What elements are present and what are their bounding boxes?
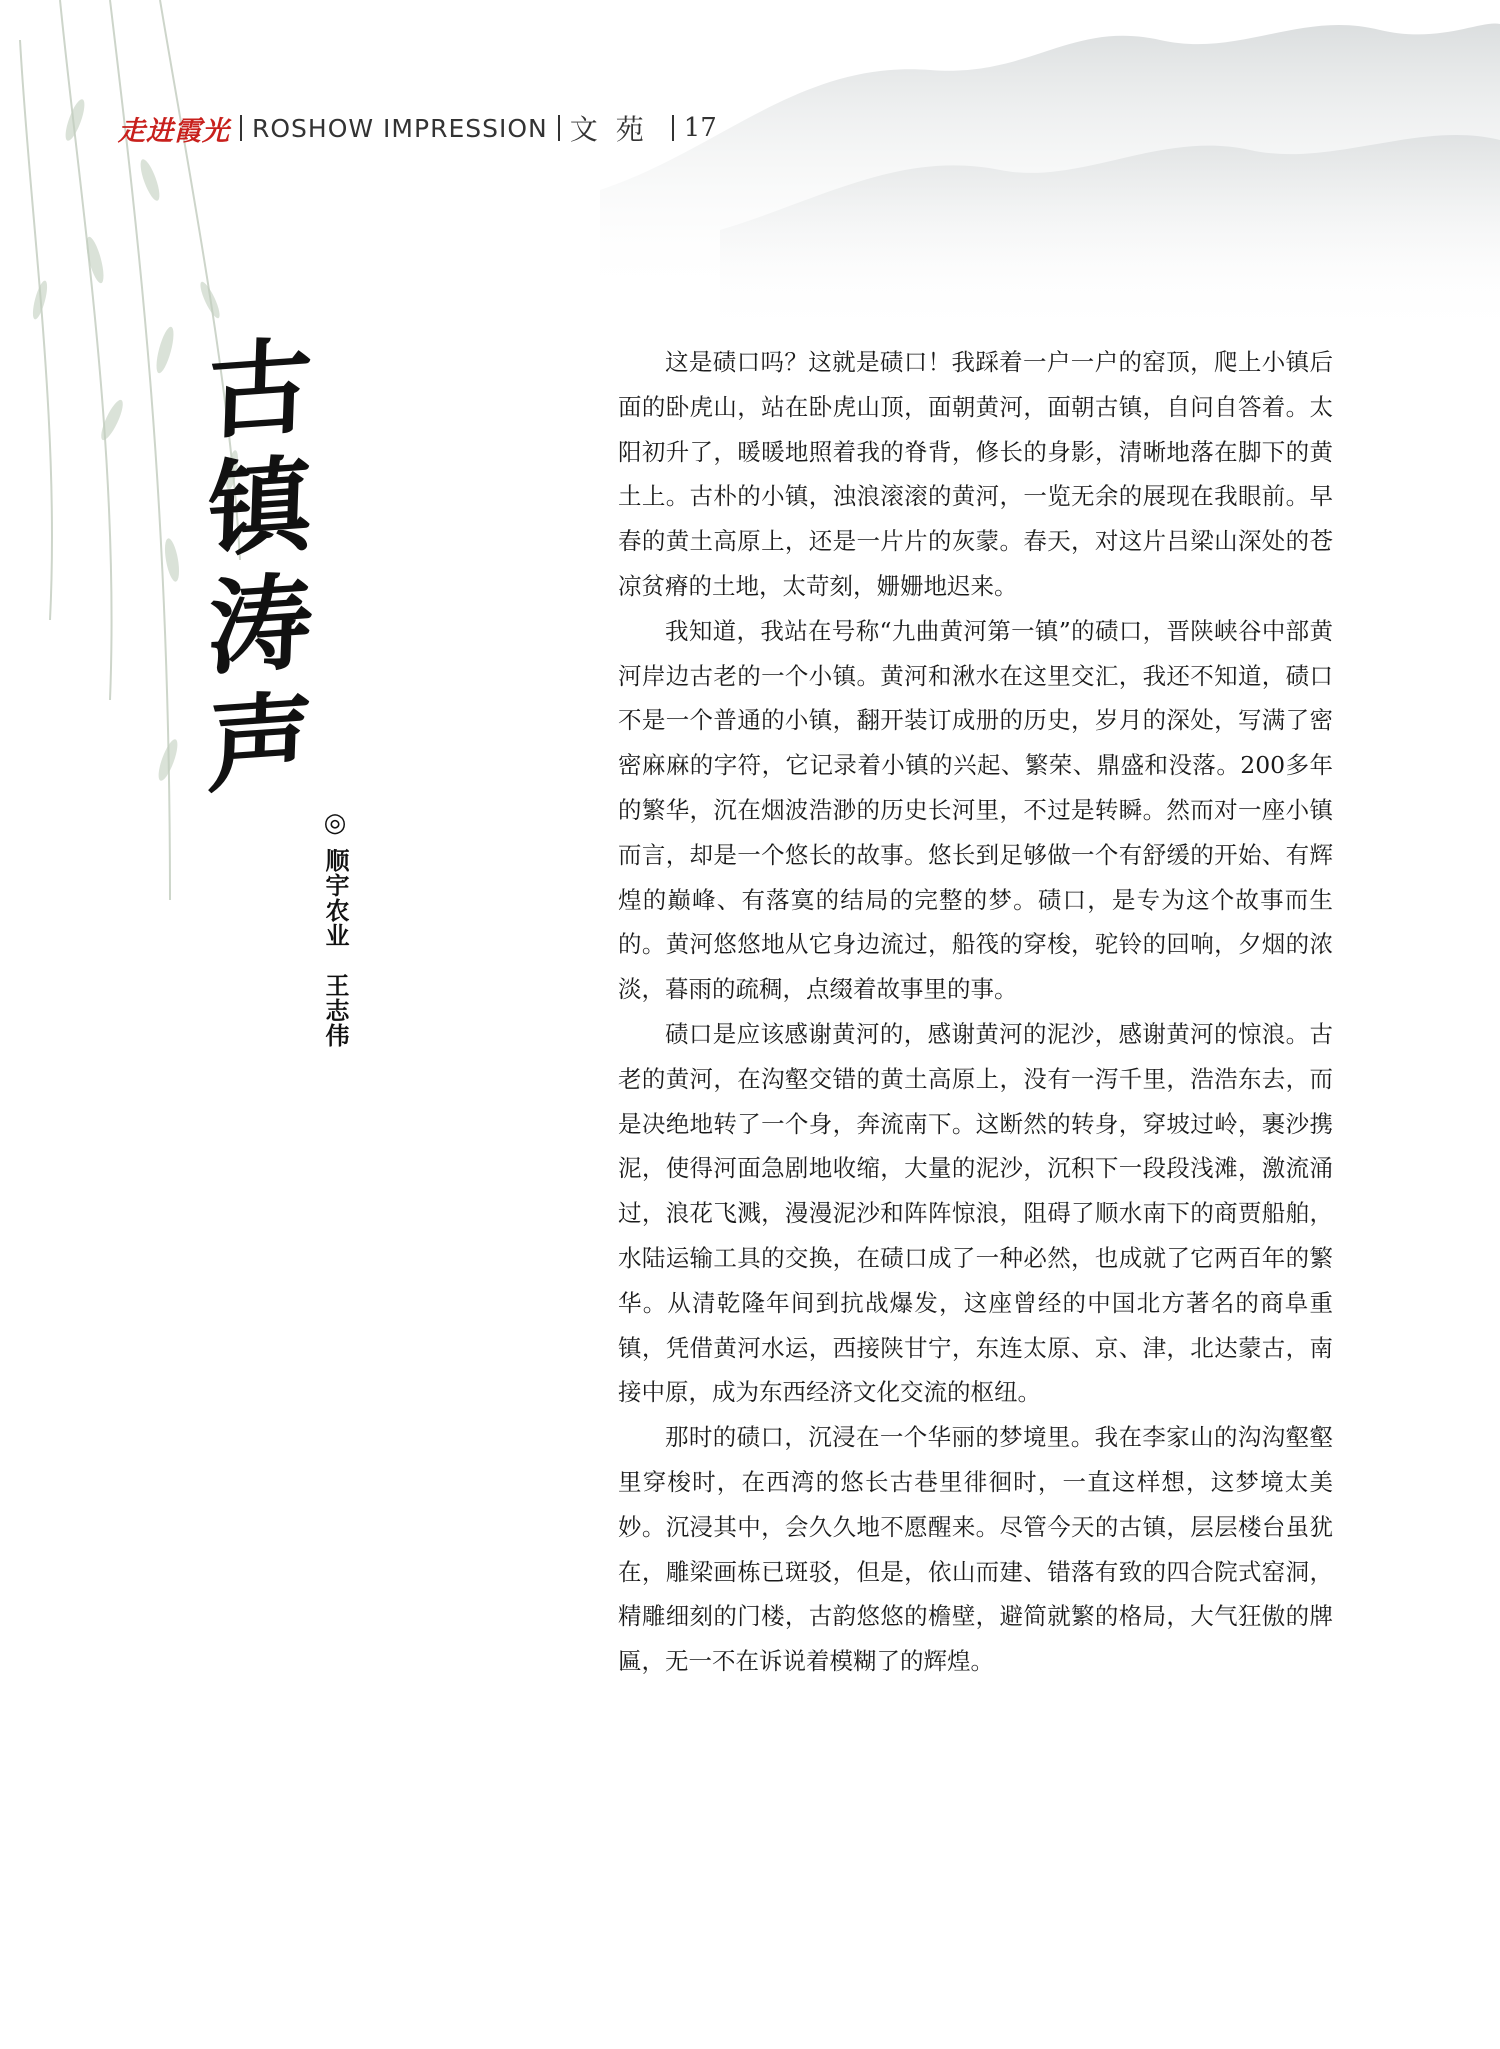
brand-logo-text: 走进霞光 bbox=[118, 115, 230, 147]
author-byline bbox=[318, 808, 352, 1054]
section-name: 文苑 bbox=[569, 113, 662, 146]
article-paragraph: 这是碛口吗？这就是碛口！我踩着一户一户的窑顶，爬上小镇后面的卧虎山，站在卧虎山顶，面朝黄河，面朝古镇，自问自答着。太阳初升了，暖暖地照着我的脊背，修长的身影，清晰地落在脚下的黄土上。古朴的小镇，浊浪滚滚的黄河，一览无余的展现在我眼前。早春的黄土高原上，还是一片片的灰蒙。春天，对这片吕梁山深处的苍凉贫瘠的土地，太苛刻，姗姗地迟来。 bbox=[618, 348, 1333, 600]
title-char: 镇 bbox=[205, 442, 315, 573]
article-paragraph: 我知道，我站在号称“九曲黄河第一镇”的碛口，晋陕峡谷中部黄河岸边古老的一个小镇。黄河和湫水在这里交汇，我还不知道，碛口不是一个普通的小镇，翻开装订成册的历史，岁月的深处，写满了密密麻麻的字符，它记录着小镇的兴起、繁荣、鼎盛和没落。200多年的繁华，沉在烟波浩渺的历史长河里，不过是转瞬。然而对一座小镇而言，却是一个悠长的故事。悠长到足够做一个有舒缓的开始、有辉煌的巅峰、有落寞的结局的完整的梦。碛口，是专为这个故事而生的。黄河悠悠地从它身边流过，船筏的穿梭，驼铃的回响，夕烟的浓淡，暮雨的疏稠，点缀着故事里的事。 bbox=[618, 616, 1333, 1004]
header-divider bbox=[672, 115, 674, 141]
author-mark-icon: ◎ bbox=[323, 808, 347, 838]
title-char: 涛 bbox=[205, 560, 315, 691]
author-name: 顺宇农业 王志伟 bbox=[321, 848, 349, 1048]
article-body bbox=[618, 340, 1333, 1684]
magazine-name: ROSHOW IMPRESSION bbox=[252, 113, 548, 143]
title-char: 古 bbox=[205, 324, 315, 455]
title-char: 声 bbox=[205, 678, 315, 809]
page-header bbox=[118, 108, 717, 148]
mountain-decoration bbox=[600, 0, 1500, 360]
article-paragraph: 碛口是应该感谢黄河的，感谢黄河的泥沙，感谢黄河的惊浪。古老的黄河，在沟壑交错的黄土高原上，没有一泻千里，浩浩东去，而是决绝地转了一个身，奔流南下。这断然的转身，穿坡过岭，裹沙携泥，使得河面急剧地收缩，大量的泥沙，沉积下一段段浅滩，激流涌过，浪花飞溅，漫漫泥沙和阵阵惊浪，阻碍了顺水南下的商贾船舶，水陆运输工具的交换，在碛口成了一种必然，也成就了它两百年的繁华。从清乾隆年间到抗战爆发，这座曾经的中国北方著名的商阜重镇，凭借黄河水运，西接陕甘宁，东连太原、京、津，北达蒙古，南接中原，成为东西经济文化交流的枢纽。 bbox=[618, 1019, 1333, 1407]
article-paragraph: 那时的碛口，沉浸在一个华丽的梦境里。我在李家山的沟沟壑壑里穿梭时，在西湾的悠长古巷里徘徊时，一直这样想，这梦境太美妙。沉浸其中，会久久地不愿醒来。尽管今天的古镇，层层楼台虽犹在，雕梁画栋已斑驳，但是，依山而建、错落有致的四合院式窑洞，精雕细刻的门楼，古韵悠悠的檐壁，避简就繁的格局，大气狂傲的牌匾，无一不在诉说着模糊了的辉煌。 bbox=[618, 1423, 1333, 1676]
article-title bbox=[205, 324, 328, 809]
header-divider bbox=[240, 115, 242, 141]
header-divider bbox=[558, 115, 560, 141]
page-number: 17 bbox=[683, 113, 717, 143]
